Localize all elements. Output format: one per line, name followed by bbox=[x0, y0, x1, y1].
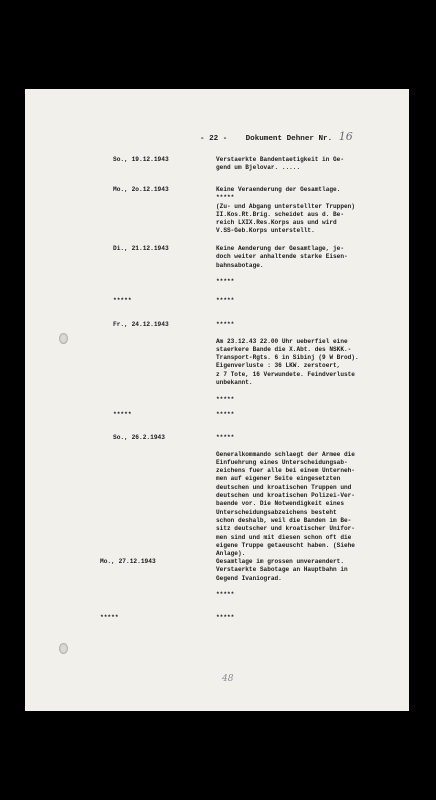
entry-date: Mo., 2o.12.1943 bbox=[113, 186, 169, 193]
entry-line bbox=[216, 329, 406, 337]
entry-line: ***** bbox=[216, 591, 235, 599]
entry-line bbox=[216, 270, 406, 278]
handwritten-document-number: 16 bbox=[338, 130, 353, 143]
entry-line: Keine Veraenderung der Gesamtlage. bbox=[216, 186, 341, 193]
entry-line: schon deshalb, weil die Banden im Be- bbox=[216, 516, 352, 524]
entry-line: baende vor. Die Notwendigkeit eines bbox=[216, 500, 344, 508]
entry-line: Unterscheidungsabzeichens besteht bbox=[216, 508, 337, 516]
entry-date: ***** bbox=[113, 411, 132, 418]
entry-line: eigene Truppe getaeuscht haben. (Siehe bbox=[216, 541, 355, 549]
punch-hole bbox=[59, 333, 68, 344]
entry-text bbox=[216, 245, 406, 286]
entry-date: Fr., 24.12.1943 bbox=[113, 321, 169, 328]
handwritten-page-number: 48 bbox=[222, 674, 234, 684]
punch-hole bbox=[59, 643, 68, 654]
entry-date: So., 26.2.1943 bbox=[113, 434, 165, 441]
entry-line: V.SS-Geb.Korps unterstellt. bbox=[216, 227, 315, 235]
entry-line: Verstaerkte Sabotage an Hauptbahn in bbox=[216, 566, 348, 574]
entry-line: bahnsabotage. bbox=[216, 261, 264, 269]
entry-line: ***** bbox=[216, 321, 235, 328]
entry-line: doch weiter anhaltende starke Eisen- bbox=[216, 253, 348, 261]
entry-line: staerkere Bande die X.Abt. des NSKK.- bbox=[216, 345, 352, 353]
entry-line: ***** bbox=[216, 411, 235, 418]
entry-line: (Zu- und Abgang unterstellter Truppen) bbox=[216, 202, 355, 210]
entry-date: Mo., 27.12.1943 bbox=[100, 558, 156, 565]
entry-line: sitz deutscher und kroatischer Unifor- bbox=[216, 525, 355, 533]
entry-line: unbekannt. bbox=[216, 379, 253, 387]
entry-line: Gesamtlage im grossen unveraendert. bbox=[216, 558, 344, 565]
entry-date: ***** bbox=[100, 614, 119, 621]
entry-text bbox=[216, 434, 406, 558]
entry-line: Einfuehrung eines Unterscheidungsab- bbox=[216, 458, 348, 466]
entry-text bbox=[216, 321, 406, 404]
entry-line: men auf eigener Seite eingesetzten bbox=[216, 475, 341, 483]
entry-line: z 7 Tote, 16 Verwundete. Feindverluste bbox=[216, 370, 355, 378]
entry-line: reich LXIX.Res.Korps aus und wird bbox=[216, 219, 337, 227]
entry-line: II.Kos.Rt.Brig. scheidet aus d. Be- bbox=[216, 210, 344, 218]
page-header bbox=[200, 130, 353, 143]
entry-line: ***** bbox=[216, 194, 235, 202]
entry-text bbox=[216, 186, 406, 236]
entry-date: Di., 21.12.1943 bbox=[113, 245, 169, 252]
entry-line: ***** bbox=[216, 614, 235, 621]
entry-text bbox=[216, 297, 406, 305]
entry-line: Transport-Rgts. 6 in Sibinj (9 W Brod). bbox=[216, 354, 359, 362]
entry-line bbox=[216, 583, 406, 591]
entry-text bbox=[216, 411, 406, 419]
entry-date: So., 19.12.1943 bbox=[113, 156, 169, 163]
page-number: - 22 - bbox=[200, 135, 228, 143]
entry-line: ***** bbox=[216, 297, 235, 304]
entry-line: Generalkommando schlaegt der Armee die bbox=[216, 450, 355, 458]
entry-text bbox=[216, 558, 406, 599]
entry-text bbox=[216, 156, 406, 173]
entry-line: ***** bbox=[216, 395, 235, 403]
entry-line: Keine Aenderung der Gesamtlage, je- bbox=[216, 245, 344, 252]
entry-text bbox=[216, 614, 406, 622]
entry-line: zeichens fuer alle bei einem Unterneh- bbox=[216, 467, 355, 475]
entry-line: deutschen und kroatischen Polizei-Ver- bbox=[216, 492, 355, 500]
document-page bbox=[25, 89, 409, 711]
entry-line bbox=[216, 387, 406, 395]
entry-line bbox=[216, 442, 406, 450]
entry-line: Gegend Ivaniograd. bbox=[216, 574, 282, 582]
entry-line: Anlage). bbox=[216, 550, 246, 558]
entry-line: ***** bbox=[216, 434, 235, 441]
entry-line: deutschen und kroatischen Truppen und bbox=[216, 483, 352, 491]
entry-line: Eigenverluste : 36 LKW. zerstoert, bbox=[216, 362, 341, 370]
entry-line: Verstaerkte Bandentaetigkeit in Ge- bbox=[216, 156, 344, 163]
entry-line: gend um Bjelovar. ..... bbox=[216, 164, 301, 172]
document-title: Dokument Dehner Nr. bbox=[245, 135, 333, 143]
entry-line: ***** bbox=[216, 278, 235, 286]
entry-line: Am 23.12.43 22.00 Uhr ueberfiel eine bbox=[216, 337, 348, 345]
entry-line: men sind und mit diesen schon oft die bbox=[216, 533, 352, 541]
entry-date: ***** bbox=[113, 297, 132, 304]
